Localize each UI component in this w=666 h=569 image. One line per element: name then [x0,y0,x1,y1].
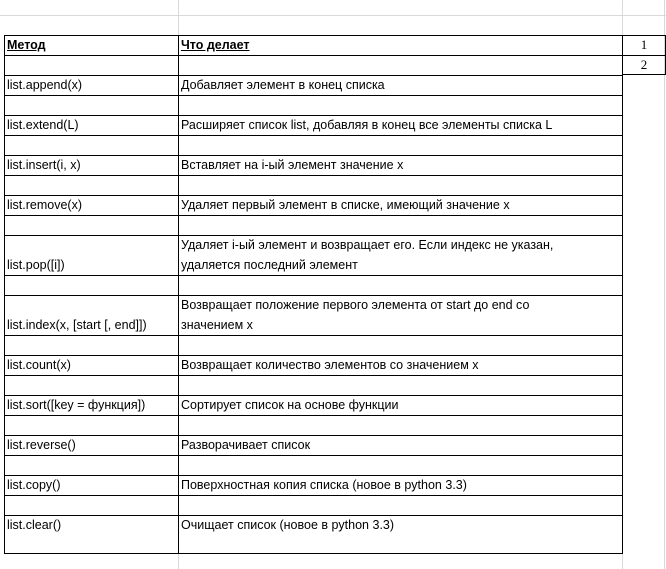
method-cell: list.insert(i, x) [7,158,81,172]
description-cell: Поверхностная копия списка (новое в python 3.3) [181,478,467,492]
method-cell: list.append(x) [7,78,83,92]
row-border [4,375,623,376]
row-border [4,275,623,276]
description-cell: Расширяет список list, добавляя в конец все элементы списка L [181,118,553,132]
description-cell: Добавляет элемент в конец списка [181,78,385,92]
row-border [4,175,623,176]
row-border [4,455,623,456]
row-number-1: 1 [640,37,648,52]
description-cell: Удаляет i-ый элемент и возвращает его. Если индекс не указан, [181,238,554,252]
header-description: Что делает [181,38,250,52]
method-cell: list.reverse() [7,438,76,452]
row-border [4,215,623,216]
row-border [4,415,623,416]
row-border [4,135,623,136]
row-border [4,95,623,96]
description-cell: значением x [181,318,253,332]
method-cell: list.extend(L) [7,118,79,132]
method-cell: list.pop([i]) [7,258,65,272]
method-cell: list.index(x, [start [, end]]) [7,318,147,332]
method-cell: list.count(x) [7,358,71,372]
method-cell: list.clear() [7,518,62,532]
description-cell: Возвращает положение первого элемента от start до end со [181,298,530,312]
table-border-top [4,35,623,36]
description-cell: Сортирует список на основе функции [181,398,399,412]
description-cell: Очищает список (новое в python 3.3) [181,518,395,532]
row-border [4,335,623,336]
method-cell: list.copy() [7,478,61,492]
description-cell: Удаляет первый элемент в списке, имеющий значение x [181,198,510,212]
row-border [4,55,623,56]
description-cell: Разворачивает список [181,438,311,452]
table-border-bottom [4,553,623,554]
description-cell: удаляется последний элемент [181,258,358,272]
row-number-2: 2 [640,57,648,72]
header-method: Метод [7,38,46,52]
row-border [4,495,623,496]
description-cell: Возвращает количество элементов со значением x [181,358,479,372]
method-cell: list.remove(x) [7,198,83,212]
description-cell: Вставляет на i-ый элемент значение x [181,158,404,172]
method-cell: list.sort([key = функция]) [7,398,146,412]
